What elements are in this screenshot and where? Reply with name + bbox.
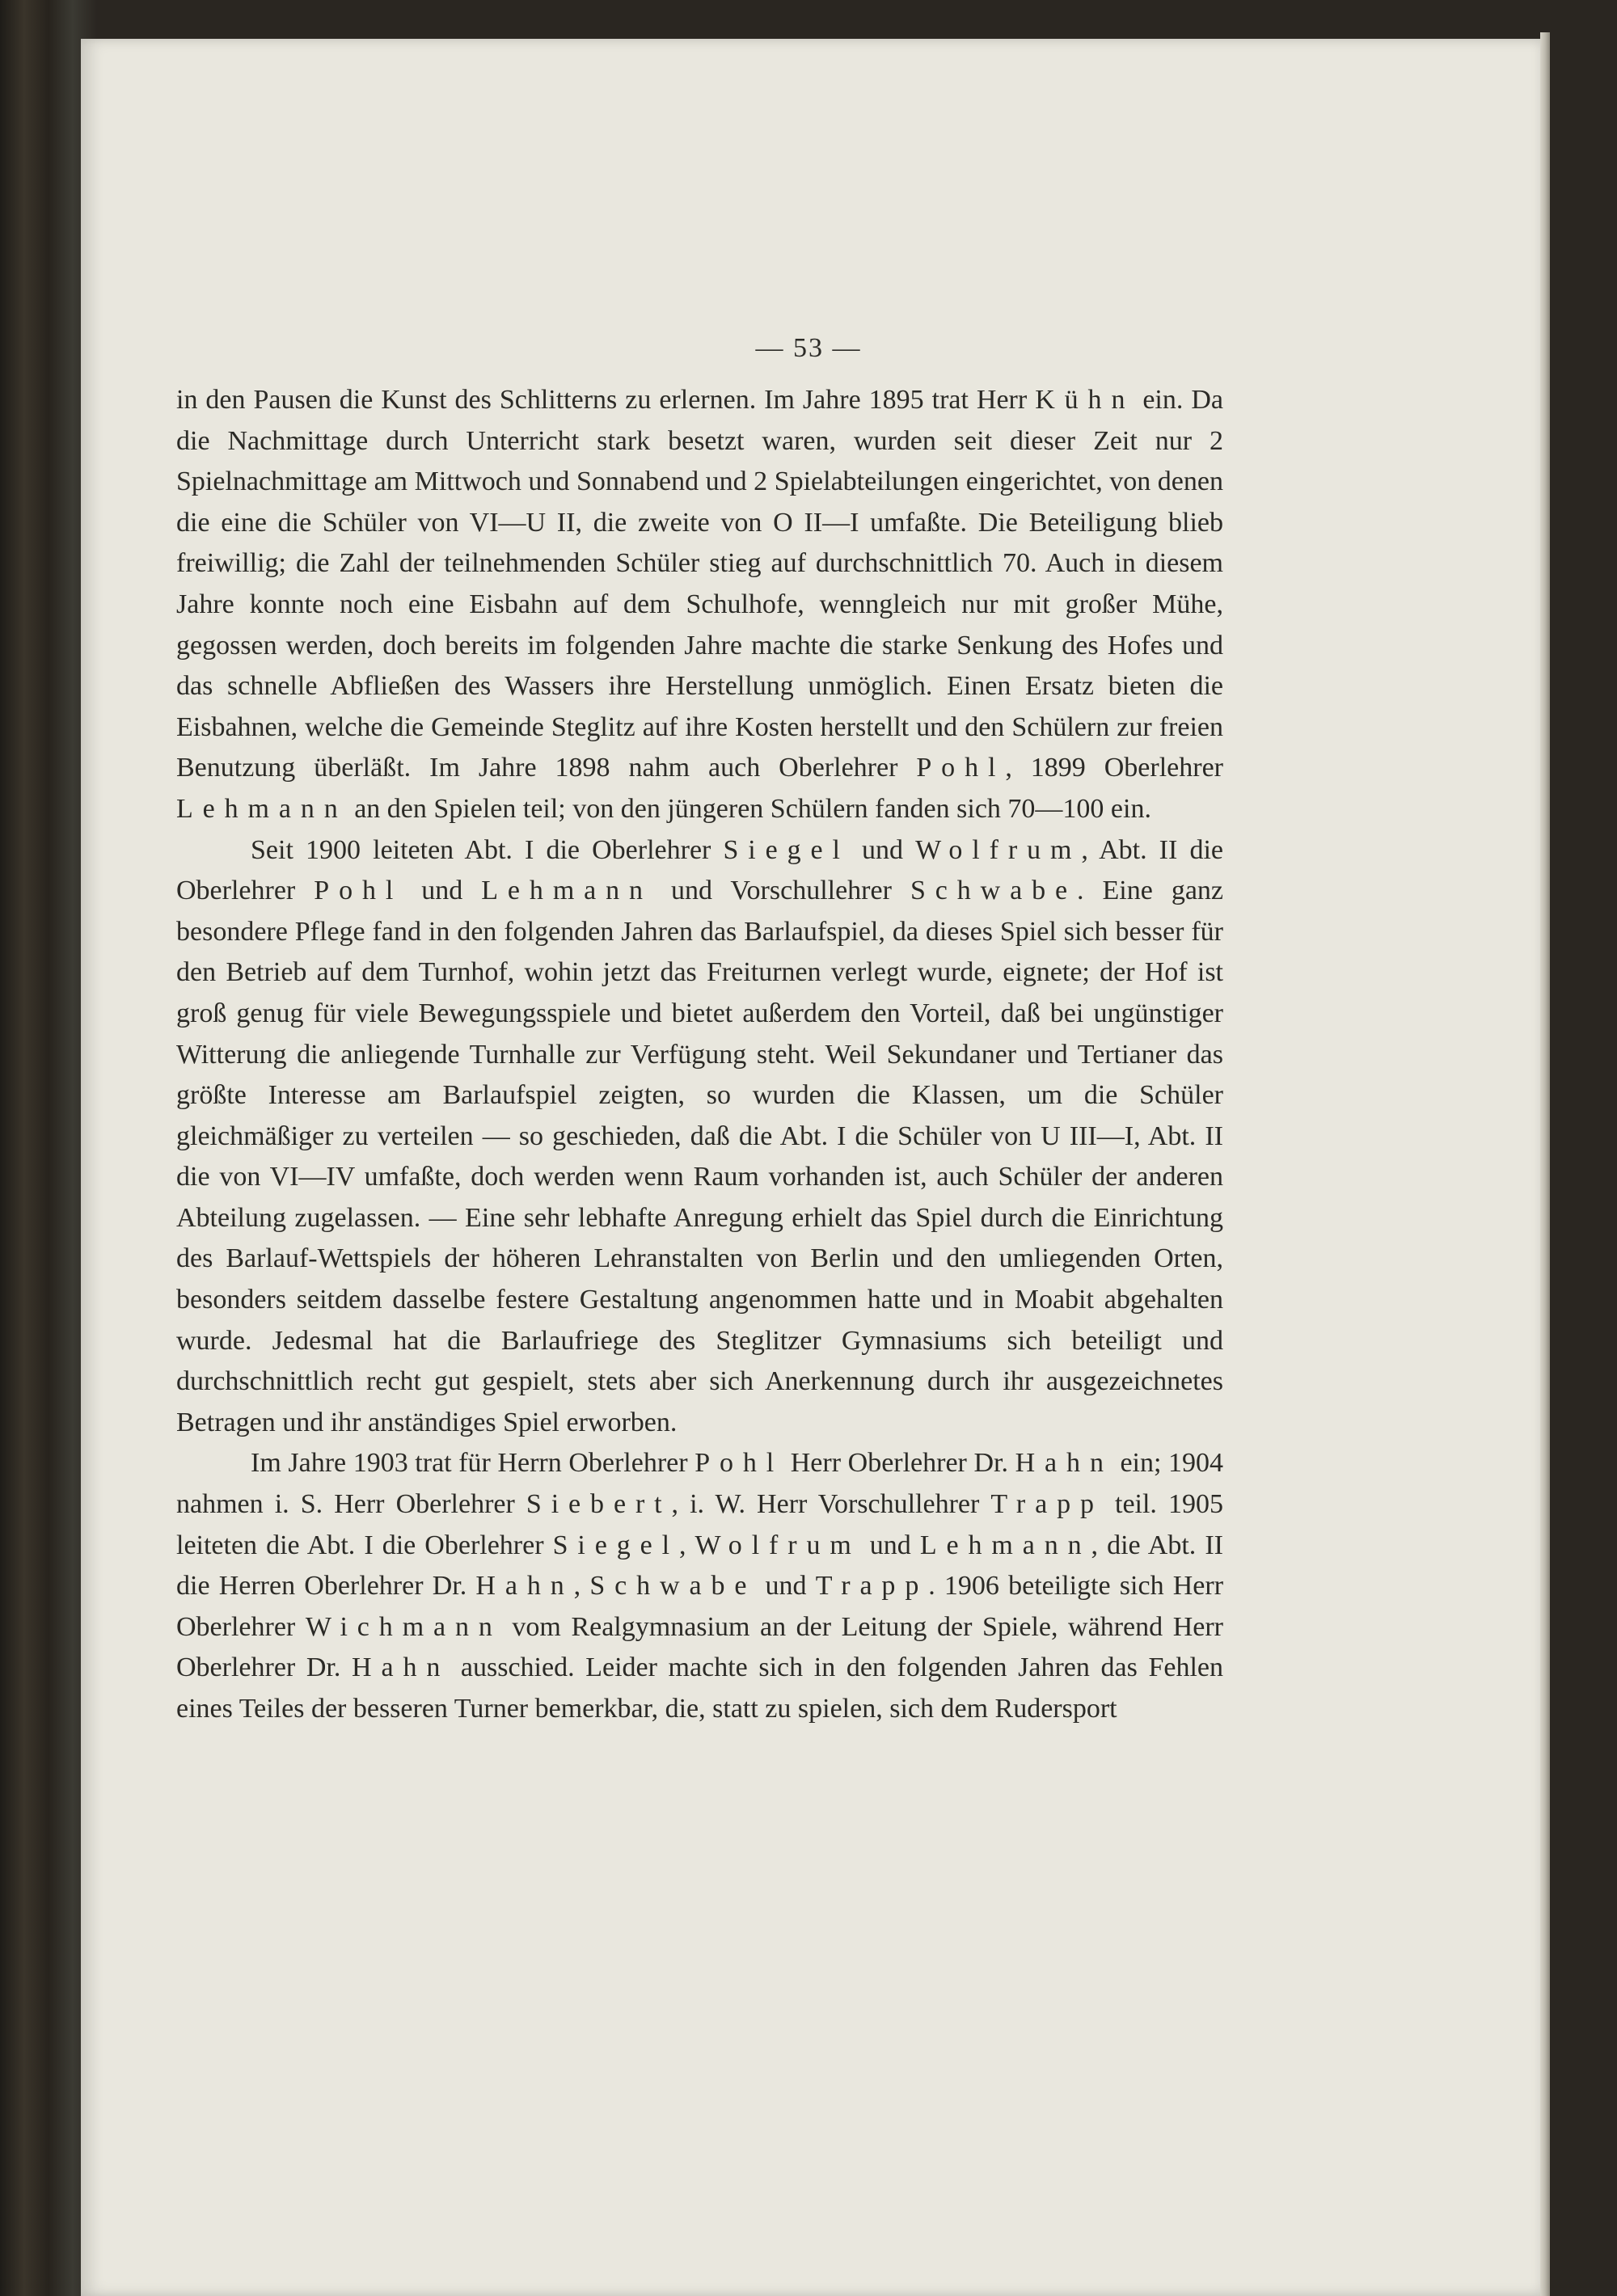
name-hahn: Hahn [1015,1448,1113,1479]
name-siebert: Siebert [526,1489,672,1520]
page-number: — 53 — [755,333,862,363]
name-hahn: Hahn [475,1571,574,1602]
paragraph-3: Im Jahre 1903 trat für Herrn Oberlehrer Pohl Herr Oberlehrer Dr. Hahn ein; 1904 nahmen i. S. Herr Oberlehrer Siebert, i. W. Herr Vorschullehrer Trapp teil. 1905 leiteten die Abt. I die Oberlehrer Siegel, Wolfrum und Lehmann, die Abt. II die Herren Oberlehrer Dr. Hahn, Schwabe und Trapp. 1906 beteiligte sich Herr Oberlehrer Wichmann vom Realgymnasium an der Leitung der Spiele, während Herr Oberlehrer Dr. Hahn ausschied. Leider machte sich in den folgenden Jahren das Fehlen eines Teiles der besseren Turner bemerkbar, die, statt zu spielen, sich dem Rudersport [176,1448,1224,1724]
name-schwabe: Schwabe [589,1571,757,1602]
name-trapp: Trapp [815,1571,929,1602]
name-lehmann: Lehmann [919,1530,1091,1560]
name-wichmann: Wichmann [305,1611,502,1642]
page-edge [1540,32,1550,2296]
paragraph-2: Seit 1900 leiteten Abt. I die Oberlehrer Siegel und Wolfrum, Abt. II die Oberlehrer Pohl und Lehmann und Vorschullehrer Schwabe. Eine ganz besondere Pflege fand in den folgenden Jahren das Barlaufspiel, da dieses Spiel sich besser für den Betrieb auf dem Turnhof, wohin jetzt das Freiturnen verlegt wurde, eignete; der Hof ist groß genug für viele Bewegungsspiele und bietet außerdem den Vorteil, daß bei ungünstiger Witterung die anliegende Turnhalle zur Verfügung steht. Weil Sekundaner und Tertianer das größte Interesse am Barlaufspiel zeigten, so wurden die Klassen, um die Schüler gleichmäßiger zu verteilen — so geschieden, daß die Abt. I die Schüler von U III—I, Abt. II die von VI—IV umfaßte, doch werden wenn Raum vorhanden ist, auch Schüler der anderen Abteilung zugelassen. — Eine sehr lebhafte Anregung erhielt das Spiel durch die Einrichtung des Barlauf-Wettspiels der höheren Lehranstalten von Berlin und den umliegenden Orten, besonders seitdem dasselbe festere Gestaltung angenommen hatte und in Moabit abgehalten wurde. Jedesmal hat die Barlaufriege des Steglitzer Gymnasiums sich beteiligt und durchschnittlich recht gut gespielt, stets aber sich Anerkennung durch ihr ausgezeichnetes Betragen und ihr anständiges Spiel erworben. [176,834,1223,1437]
name-schwabe: Schwabe [910,876,1077,906]
name-wolfrum: Wolfrum [915,834,1082,865]
name-pohl: Pohl [916,753,1006,783]
name-pohl: Pohl [695,1448,784,1479]
name-kuehn: Kühn [1035,385,1135,415]
name-siegel: Siegel [723,834,850,865]
name-hahn: Hahn [352,1652,450,1683]
name-trapp: Trapp [990,1489,1104,1520]
name-lehmann: Lehmann [481,876,652,906]
name-pohl: Pohl [314,876,403,906]
body-text [176,380,1223,1730]
paragraph-1: in den Pausen die Kunst des Schlitterns zu erlernen. Im Jahre 1895 trat Herr Kühn ein. Da die Nachmittage durch Unterricht stark besetzt waren, wurden seit dieser Zeit nur 2 Spielnachmittage am Mittwoch und Sonnabend und 2 Spielabteilungen eingerichtet, von denen die eine die Schüler von VI—U II, die zweite von O II—I umfaßte. Die Beteiligung blieb freiwillig; die Zahl der teilnehmenden Schüler stieg auf durchschnittlich 70. Auch in diesem Jahre konnte noch eine Eisbahn auf dem Schulhofe, wenngleich nur mit großer Mühe, gegossen werden, doch bereits im folgenden Jahre machte die starke Senkung des Hofes und das schnelle Abfließen des Wassers ihre Herstellung unmöglich. Einen Ersatz bieten die Eisbahnen, welche die Gemeinde Steglitz auf ihre Kosten herstellt und den Schülern zur freien Benutzung überläßt. Im Jahre 1898 nahm auch Oberlehrer Pohl, 1899 Oberlehrer Lehmann an den Spielen teil; von den jüngeren Schülern fanden sich 70—100 ein. [176,385,1223,824]
name-siegel: Siegel [552,1530,679,1560]
name-lehmann: Lehmann [176,793,348,824]
name-wolfrum: Wolfrum [695,1530,861,1560]
